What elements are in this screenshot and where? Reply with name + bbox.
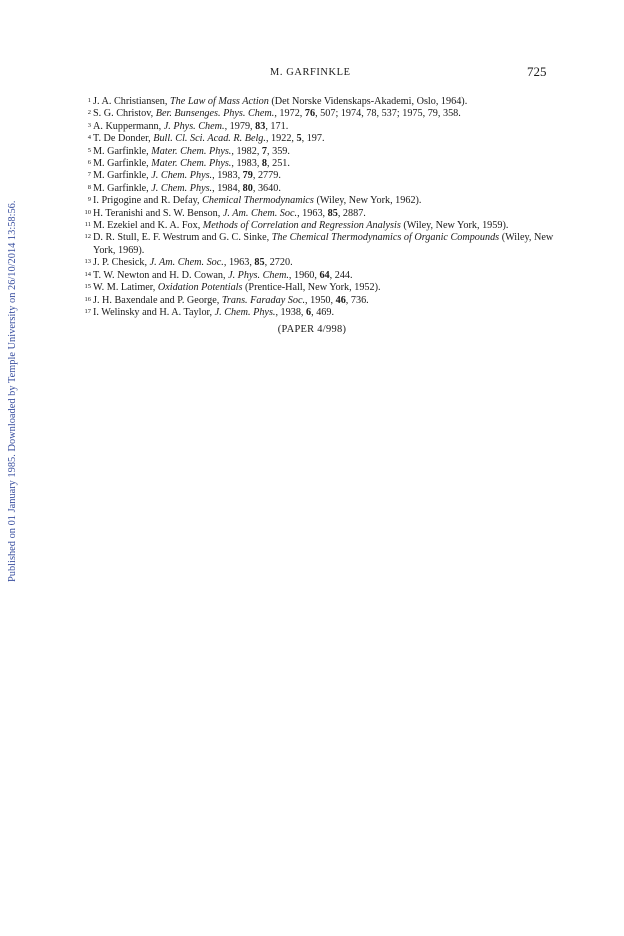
reference-number: 15 [84,283,91,291]
reference-number: 9 [87,196,91,204]
reference-source: J. Phys. Chem. [163,120,225,132]
reference-pages: , 3640. [252,182,281,194]
reference-source: Ber. Bunsenges. Phys. Chem. [155,108,275,120]
reference-pages: , 171. [265,120,289,132]
reference-volume: 76 [304,108,316,120]
reference-details: (Prentice-Hall, New York, 1952). [242,282,381,294]
reference-details: , 1983, [231,158,262,170]
reference-source: J. Phys. Chem. [228,269,289,281]
reference-pages: , 736. [345,294,369,306]
reference-authors: M. Garfinkle, [93,170,152,182]
reference-item [80,146,580,158]
reference-item [80,295,580,307]
reference-number: 16 [84,295,91,303]
reference-volume: 85 [254,257,265,269]
reference-details: , 1982, [231,145,262,157]
reference-authors: J. P. Chesick, [93,257,150,269]
reference-details: , 1922, [265,133,297,145]
reference-authors: I. Prigogine and R. Defay, [93,195,203,207]
reference-item [80,121,580,133]
paper-id: (PAPER 4/998) [277,324,347,335]
reference-pages: , 244. [329,269,353,281]
reference-source: J. Chem. Phys. [214,306,276,318]
reference-number: 8 [87,183,91,191]
reference-details: (Wiley, New York, 1962). [313,195,422,207]
reference-authors: M. Garfinkle, [93,145,152,157]
reference-source: Oxidation Potentials [157,282,243,294]
reference-item [80,232,563,257]
reference-source: J. Chem. Phys. [151,170,213,182]
reference-number: 11 [84,221,91,229]
reference-item [80,257,580,269]
reference-volume: 83 [255,120,266,132]
reference-number: 4 [87,134,91,142]
reference-item [80,183,580,195]
reference-item [80,220,580,232]
reference-volume: 46 [335,294,346,306]
reference-number: 12 [84,233,91,241]
reference-authors: J. H. Baxendale and P. George, [93,294,222,306]
running-head [0,64,624,80]
reference-authors: I. Welinsky and H. A. Taylor, [93,306,215,318]
reference-source: Mater. Chem. Phys. [151,158,232,170]
reference-source: J. Chem. Phys. [151,182,213,194]
reference-pages: , 197. [301,133,325,145]
reference-number: 3 [87,121,91,129]
reference-number: 7 [87,171,91,179]
reference-authors: S. G. Christov, [93,108,156,120]
reference-item [80,108,580,120]
reference-volume: 64 [319,269,330,281]
reference-source: Trans. Faraday Soc. [221,294,306,306]
reference-authors: T. W. Newton and H. D. Cowan, [93,269,229,281]
reference-details: (Det Norske Videnskaps-Akademi, Oslo, 1964). [268,96,468,107]
reference-item [80,96,580,108]
reference-item [80,307,580,319]
reference-authors: D. R. Stull, E. F. Westrum and G. C. Sinke, [93,232,272,244]
reference-pages: , 469. [311,306,335,318]
reference-item [80,282,580,294]
reference-authors: J. A. Christiansen, [93,96,170,107]
reference-details: , 1979, [224,120,256,132]
running-title: M. GARFINKLE [270,67,351,78]
reference-authors: M. Garfinkle, [93,158,152,170]
reference-source: J. Am. Chem. Soc. [222,207,298,219]
reference-authors: T. De Donder, [93,133,154,145]
reference-source: Chemical Thermodynamics [202,195,314,207]
page-number: 725 [527,64,547,79]
reference-volume: 5 [296,133,302,145]
reference-item [80,170,580,182]
reference-number: 1 [87,97,91,104]
reference-details: , 1983, [212,170,243,182]
reference-authors: H. Teranishi and S. W. Benson, [93,207,223,219]
reference-details: , 1950, [305,294,336,306]
reference-details: , 1984, [212,182,243,194]
reference-pages: , 359. [267,145,290,157]
reference-source: Methods of Correlation and Regression Analysis [202,220,401,232]
reference-pages: , 2887. [337,207,366,219]
reference-source: The Chemical Thermodynamics of Organic Compounds [271,232,500,244]
reference-pages: , 251. [267,158,290,170]
reference-number: 10 [84,208,91,216]
reference-authors: W. M. Latimer, [93,282,158,294]
reference-pages: , 2720. [264,257,293,269]
reference-details: , 1960, [288,269,320,281]
reference-authors: M. Garfinkle, [93,182,152,194]
reference-volume: 79 [242,170,253,182]
reference-source: The Law of Mass Action [169,96,269,107]
download-watermark: Published on 01 January 1985. Downloaded by Temple University on 26/10/2014 13:58:56. [7,200,18,582]
reference-volume: 85 [327,207,338,219]
reference-item [80,208,580,220]
reference-list [80,96,580,319]
reference-details: , 1972, [274,108,305,120]
reference-volume: 6 [306,306,312,318]
reference-volume: 80 [242,182,253,194]
reference-number: 6 [87,159,91,167]
reference-item [80,195,580,207]
reference-number: 14 [84,270,91,278]
reference-details: , 1963, [223,257,255,269]
reference-item [80,270,580,282]
reference-volume: 7 [261,145,268,157]
reference-number: 2 [87,109,91,117]
reference-item [80,158,580,170]
reference-pages: , 507; 1974, 78, 537; 1975, 79, 358. [315,108,461,120]
reference-details: (Wiley, New York, 1959). [400,220,509,232]
reference-details: , 1963, [297,207,328,219]
reference-authors: A. Kuppermann, [93,120,164,132]
reference-item [80,133,580,145]
reference-number: 17 [84,307,91,315]
reference-source: Bull. Cl. Sci. Acad. R. Belg. [153,133,266,145]
reference-number: 13 [84,258,91,266]
reference-details: , 1938, [275,306,307,318]
reference-source: Mater. Chem. Phys. [151,145,232,157]
reference-source: J. Am. Chem. Soc. [149,257,224,269]
reference-authors: M. Ezekiel and K. A. Fox, [93,220,203,232]
reference-pages: , 2779. [252,170,281,182]
reference-number: 5 [87,146,91,154]
reference-volume: 8 [261,158,268,170]
reference-details: (Wiley, New York, 1969). [93,232,554,256]
